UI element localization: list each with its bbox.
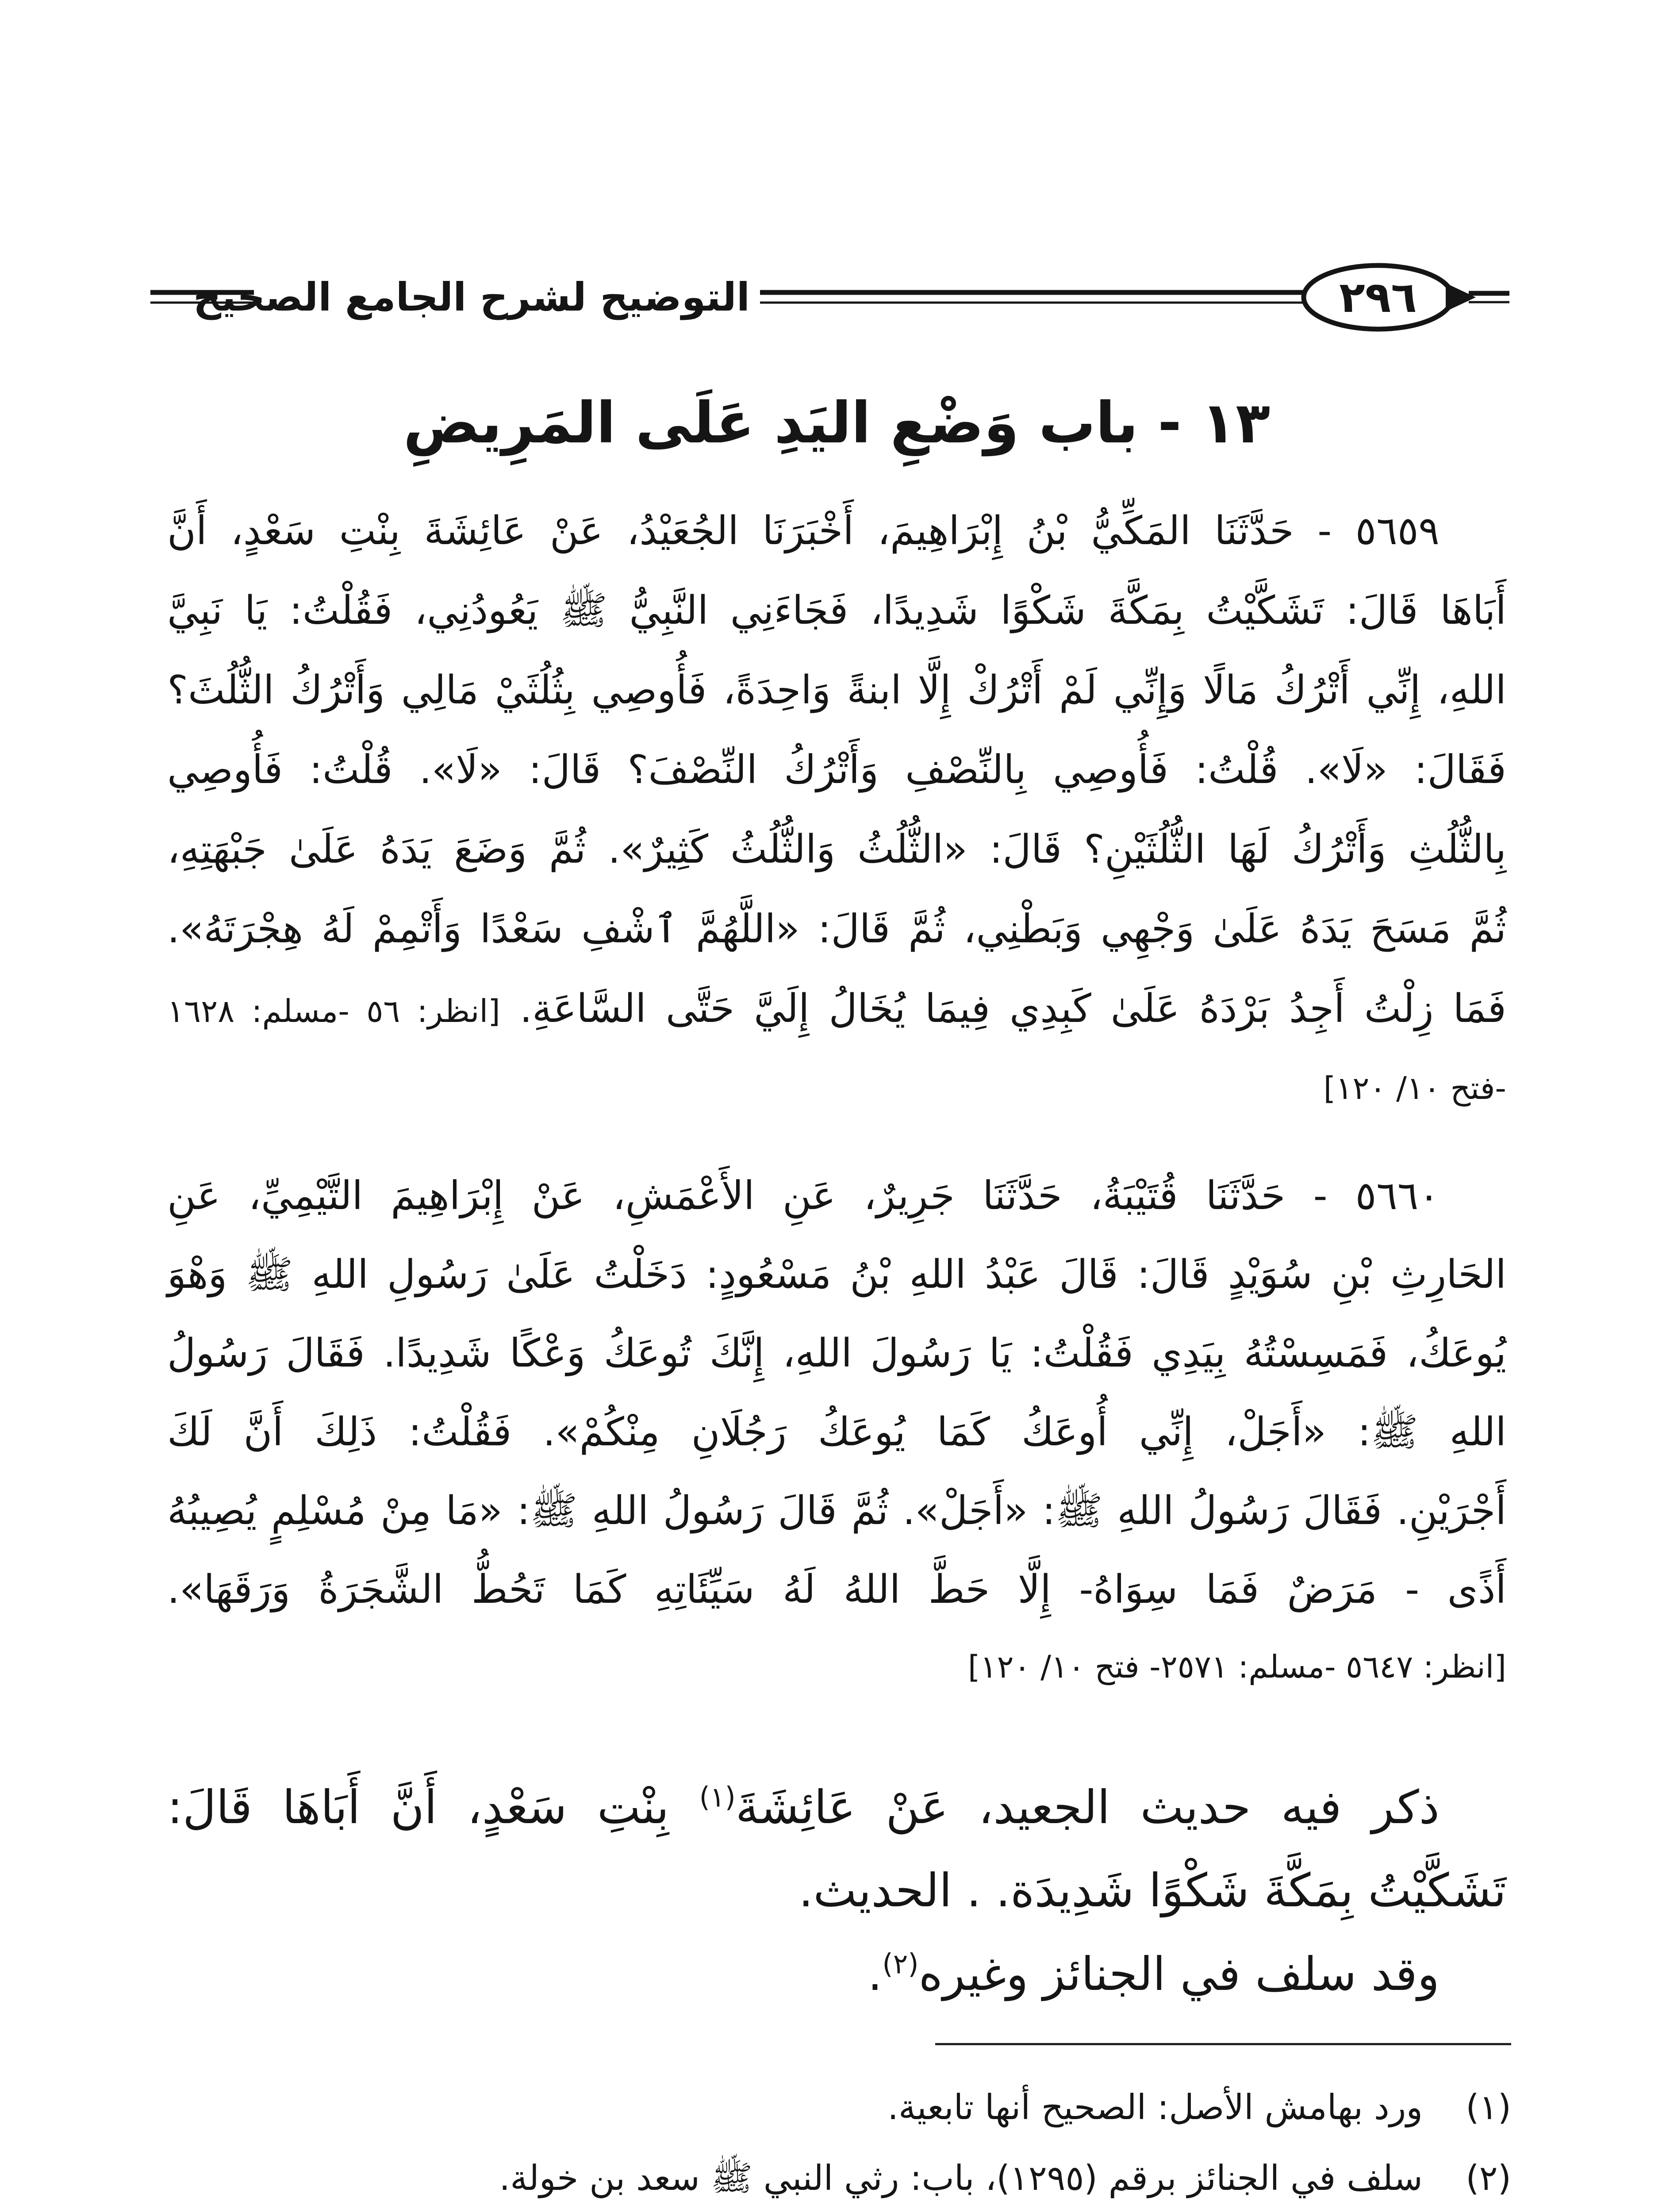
hadith-5660-line-6 [167, 1550, 1506, 1629]
footnote-2-number: (٢) [1466, 2158, 1511, 2198]
hadith-5659-line-2-text: أَبَاهَا قَالَ: تَشَكَّيْتُ بِمَكَّةَ شَكْوًا شَدِيدًا، فَجَاءَنِي النَّبِيُّ ﷺ يَعُودُنِي، فَقُلْتُ: يَا نَبِيَّ [167, 588, 1506, 633]
commentary-line-1-content [167, 1780, 1440, 1834]
hadith-5659-line-3 [167, 650, 1506, 730]
hadith-5659-reference-start: [انظر: ٥٦ -مسلم: ١٦٢٨ [167, 993, 500, 1029]
hadith-5660-line-5-text: أَجْرَيْنِ. فَقَالَ رَسُولُ اللهِ ﷺ: «أَجَلْ». ثُمَّ قَالَ رَسُولُ اللهِ ﷺ: «مَا مِنْ مُسْلِمٍ يُصِيبُهُ [167, 1488, 1506, 1533]
hadith-5659-line-3-text: اللهِ، إِنِّي أَتْرُكُ مَالًا وَإِنِّي لَمْ أَتْرُكْ إِلَّا ابنةً وَاحِدَةً، فَأُوصِي بِثُلُثَيْ مَالِي وَأَتْرُكُ الثُّلُثَ؟ [167, 667, 1506, 713]
footnote-ref-1: (١) [699, 1781, 736, 1813]
hadith-5659-line-5-text: بِالثُّلُثِ وَأَتْرُكُ لَهَا الثُّلُثَيْنِ؟ قَالَ: «الثُّلُثُ وَالثُّلُثُ كَثِيرٌ». ثُمَّ وَضَعَ يَدَهُ عَلَىٰ جَبْهَتِهِ، [167, 826, 1506, 872]
hadith-5660-line-1-text: ٥٦٦٠ - حَدَّثَنَا قُتَيْبَةُ، حَدَّثَنَا جَرِيرٌ، عَنِ الأَعْمَشِ، عَنْ إِبْرَاهِيمَ التَّيْمِيِّ، عَنِ [167, 1173, 1440, 1218]
hadith-5660-line-2 [167, 1235, 1506, 1314]
hadith-5660-line-3 [167, 1313, 1506, 1393]
commentary-line-1-text-a: ذكر فيه حديث الجعيد، عَنْ عَائِشَةَ [735, 1780, 1440, 1834]
commentary-line-3-text-b: . [868, 1947, 883, 2001]
footnote-1-line-1-text: ورد بهامش الأصل: الصحيح أنها تابعية. [887, 2088, 1423, 2128]
footnote-ref-2: (٢) [882, 1947, 919, 1980]
hadith-5660-line-4-text: اللهِ ﷺ: «أَجَلْ، إِنِّي أُوعَكُ كَمَا يُوعَكُ رَجُلَانِ مِنْكُمْ». فَقُلْتُ: ذَلِكَ أَنَّ لَكَ [167, 1409, 1506, 1455]
commentary-line-1-text-b: بِنْتِ سَعْدٍ، أَنَّ أَبَاهَا قَالَ: [167, 1780, 669, 1834]
commentary-line-2 [167, 1849, 1506, 1932]
footnote-1-line-1 [175, 2072, 1423, 2143]
commentary-line-3-text-a: وقد سلف في الجنائز وغيره [918, 1947, 1440, 2001]
footnote-2-line-1-text: سلف في الجنائز برقم (١٢٩٥)، باب: رثي النبي ﷺ سعد بن خولة. [499, 2158, 1423, 2198]
chapter-heading: ١٣ - باب وَضْعِ اليَدِ عَلَى المَرِيضِ [403, 390, 1271, 456]
hadith-5659-line-7 [167, 969, 1506, 1048]
hadith-5660-line-5 [167, 1471, 1506, 1551]
commentary-line-2-text: تَشَكَّيْتُ بِمَكَّةَ شَكْوًا شَدِيدَة. . الحديث. [799, 1863, 1506, 1917]
hadith-5659-line-5 [167, 810, 1506, 889]
commentary-line-3-content [868, 1947, 1440, 2001]
hadith-5659-line-4-text: فَقَالَ: «لَا». قُلْتُ: فَأُوصِي بِالنِّصْفِ وَأَتْرُكُ النِّصْفَ؟ قَالَ: «لَا». قُلْتُ: فَأُوصِي [167, 747, 1506, 792]
page-number: ٢٩٦ [1339, 273, 1417, 322]
hadith-5659-line-6-text: ثُمَّ مَسَحَ يَدَهُ عَلَىٰ وَجْهِي وَبَطْنِي، ثُمَّ قَالَ: «اللَّهُمَّ ٱشْفِ سَعْدًا وَأَتْمِمْ لَهُ هِجْرَتَهُ». [167, 906, 1506, 952]
hadith-5659-line-6 [167, 889, 1506, 969]
footnote-2-line-1 [175, 2143, 1423, 2212]
commentary-line-1 [167, 1766, 1440, 1849]
hadith-5659-line-1 [167, 491, 1440, 571]
hadith-5659-line-4 [167, 730, 1506, 810]
hadith-5659-line-2 [167, 571, 1506, 650]
hadith-5659-reference-end-line [167, 1048, 1506, 1128]
footnote-1-number: (١) [1466, 2088, 1511, 2128]
hadith-5660-line-2-text: الحَارِثِ بْنِ سُوَيْدٍ قَالَ: قَالَ عَبْدُ اللهِ بْنُ مَسْعُودٍ: دَخَلْتُ عَلَىٰ رَسُولِ اللهِ ﷺ وَهْوَ [167, 1252, 1506, 1297]
hadith-5659-line-7-content [167, 986, 1506, 1031]
commentary-line-3 [167, 1932, 1440, 2016]
hadith-5659-reference-end: -فتح ١٠/ ١٢٠] [1323, 1070, 1506, 1106]
hadith-5660-line-1 [167, 1156, 1440, 1236]
hadith-5660-reference-line [167, 1627, 1506, 1707]
hadith-5659-last-line-text: فَمَا زِلْتُ أَجِدُ بَرْدَهُ عَلَىٰ كَبِدِي فِيمَا يُخَالُ إِلَيَّ حَتَّى السَّاعَةِ. [519, 986, 1506, 1031]
hadith-5659-line-1-text: ٥٦٥٩ - حَدَّثَنَا المَكِّيُّ بْنُ إِبْرَاهِيمَ، أَخْبَرَنَا الجُعَيْدُ، عَنْ عَائِشَةَ بِنْتِ سَعْدٍ، أَنَّ [167, 508, 1440, 553]
hadith-5660-line-6-text: أَذًى - مَرَضٌ فَمَا سِوَاهُ- إِلَّا حَطَّ اللهُ لَهُ سَيِّئَاتِهِ كَمَا تَحُطُّ الشَّجَرَةُ وَرَقَهَا». [167, 1567, 1506, 1612]
hadith-5660-line-3-text: يُوعَكُ، فَمَسِسْتُهُ بِيَدِي فَقُلْتُ: يَا رَسُولَ اللهِ، إِنَّكَ تُوعَكُ وَعْكًا شَدِيدًا. فَقَالَ رَسُولُ [167, 1330, 1506, 1376]
hadith-5660-reference: [انظر: ٥٦٤٧ -مسلم: ٢٥٧١- فتح ١٠/ ١٢٠] [967, 1648, 1506, 1685]
hadith-5660-line-4 [167, 1392, 1506, 1472]
book-title: التوضيح لشرح الجامع الصحيح [193, 274, 750, 320]
footnote-separator [935, 2043, 1511, 2045]
